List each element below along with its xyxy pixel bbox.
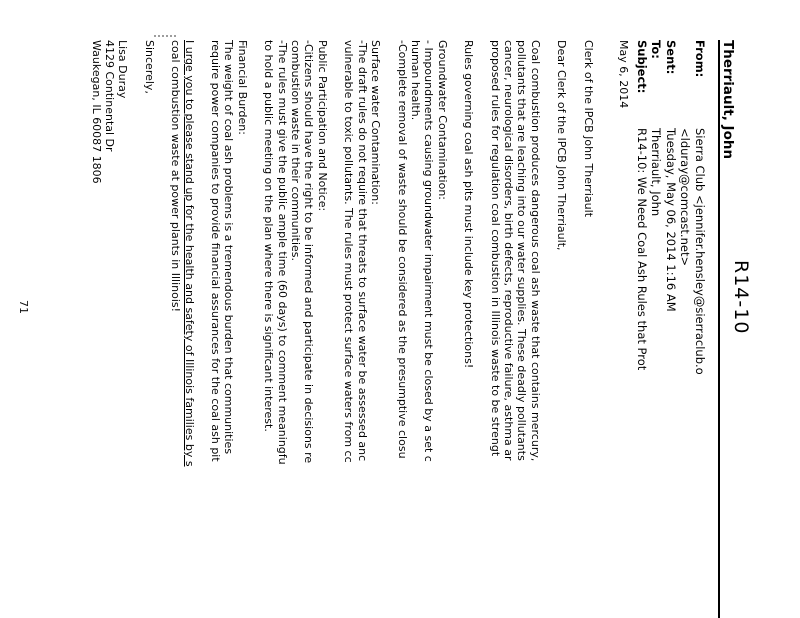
from-row: [693, 40, 708, 618]
from-value: Sierra Club <jennifer.hensley@sierraclub.o: [693, 128, 707, 375]
letter-body: [89, 40, 630, 618]
sent-row: [664, 40, 679, 618]
urge-line: coal combustion waste at power plants in Illinois!: [169, 40, 183, 313]
surface-water-line: vulnerable to toxic pollutants. The rules must protect surface waters from cc: [342, 40, 356, 463]
signature-line: Lisa Duray: [116, 40, 130, 99]
groundwater-heading: Groundwater Contamination:: [435, 40, 449, 200]
public-participation-line: -The rules must give the public ample time (60 days) to comment meaningfu: [275, 40, 289, 465]
margin-scan-mark: [149, 33, 176, 39]
letter-recipient: Clerk of the IPCB John Therriault: [581, 40, 595, 218]
to-label: To:: [649, 40, 664, 59]
signature-line: 4129 Continental Dr: [103, 40, 117, 152]
from-label: From:: [693, 40, 707, 78]
groundwater-line: - Impoundments causing groundwater impairment must be closed by a set c: [422, 40, 436, 462]
financial-burden-heading: Financial Burden:: [235, 40, 249, 135]
docket-number: R14-10: [730, 260, 752, 335]
sent-value: Tuesday, May 06, 2014 1:16 AM: [664, 128, 678, 312]
urge-line: I urge you to please stand up for the health and safety of Illinois families by s: [182, 40, 196, 467]
surface-water-heading: Surface water Contamination:: [369, 40, 383, 205]
financial-burden-line: The weight of coal ash problems is a tremendous burden that communities: [222, 40, 236, 455]
email-header: [635, 40, 708, 618]
subject-label: Subject:: [635, 40, 649, 94]
intro-line: pollutants that are leaching into our water supplies. These deadly pollutants: [515, 40, 529, 461]
public-participation-line: -Citizens should have the right to be informed and participate in decisions re: [302, 40, 316, 464]
public-participation-line: combustion waste in their communities.: [289, 40, 303, 262]
financial-burden-line: require power companies to provide financial assurances for the coal ash pit: [209, 40, 223, 462]
page-number: 71: [17, 300, 30, 314]
subject-row: [635, 40, 650, 618]
public-participation-heading: Public Participation and Notice:: [315, 40, 329, 212]
to-value: Therriault, John: [649, 128, 664, 217]
key-protections-line: Rules governing coal ash pits must include key protections!: [462, 40, 476, 369]
intro-line: Coal combustion produces dangerous coal ash waste that contains mercury,: [528, 40, 542, 462]
intro-line: proposed rules for regulation coal combustion in Illinois waste to be strengt: [488, 40, 502, 457]
from-value-continued: <lduray@comcast.net>: [678, 128, 693, 267]
to-row: [649, 40, 664, 618]
intro-line: cancer, neurological disorders, birth defects, reproductive failure, asthma ar: [501, 40, 515, 461]
letter-date: May 6, 2014: [617, 40, 630, 109]
sender-name-heading: Therriault, John: [718, 40, 736, 618]
surface-water-line: -The draft rules do not require that threats to surface water be assessed anc: [355, 40, 369, 462]
from-row-continued: [678, 40, 693, 618]
closing: Sincerely,: [142, 40, 156, 94]
letter-salutation: Dear Clerk of the IPCB John Therriault,: [555, 40, 569, 251]
public-participation-line: to hold a public meeting on the plan where there is significant interest.: [262, 40, 276, 432]
groundwater-line: human health.: [408, 40, 422, 121]
sent-label: Sent:: [664, 40, 678, 75]
signature-line: Waukegan, IL 60087 1806: [89, 40, 103, 184]
subject-value: R14-10: We Need Coal Ash Rules that Prot: [635, 128, 649, 371]
groundwater-line: -Complete removal of waste should be considered as the presumptive closu: [395, 40, 409, 459]
from-label-spacer: [678, 40, 693, 128]
